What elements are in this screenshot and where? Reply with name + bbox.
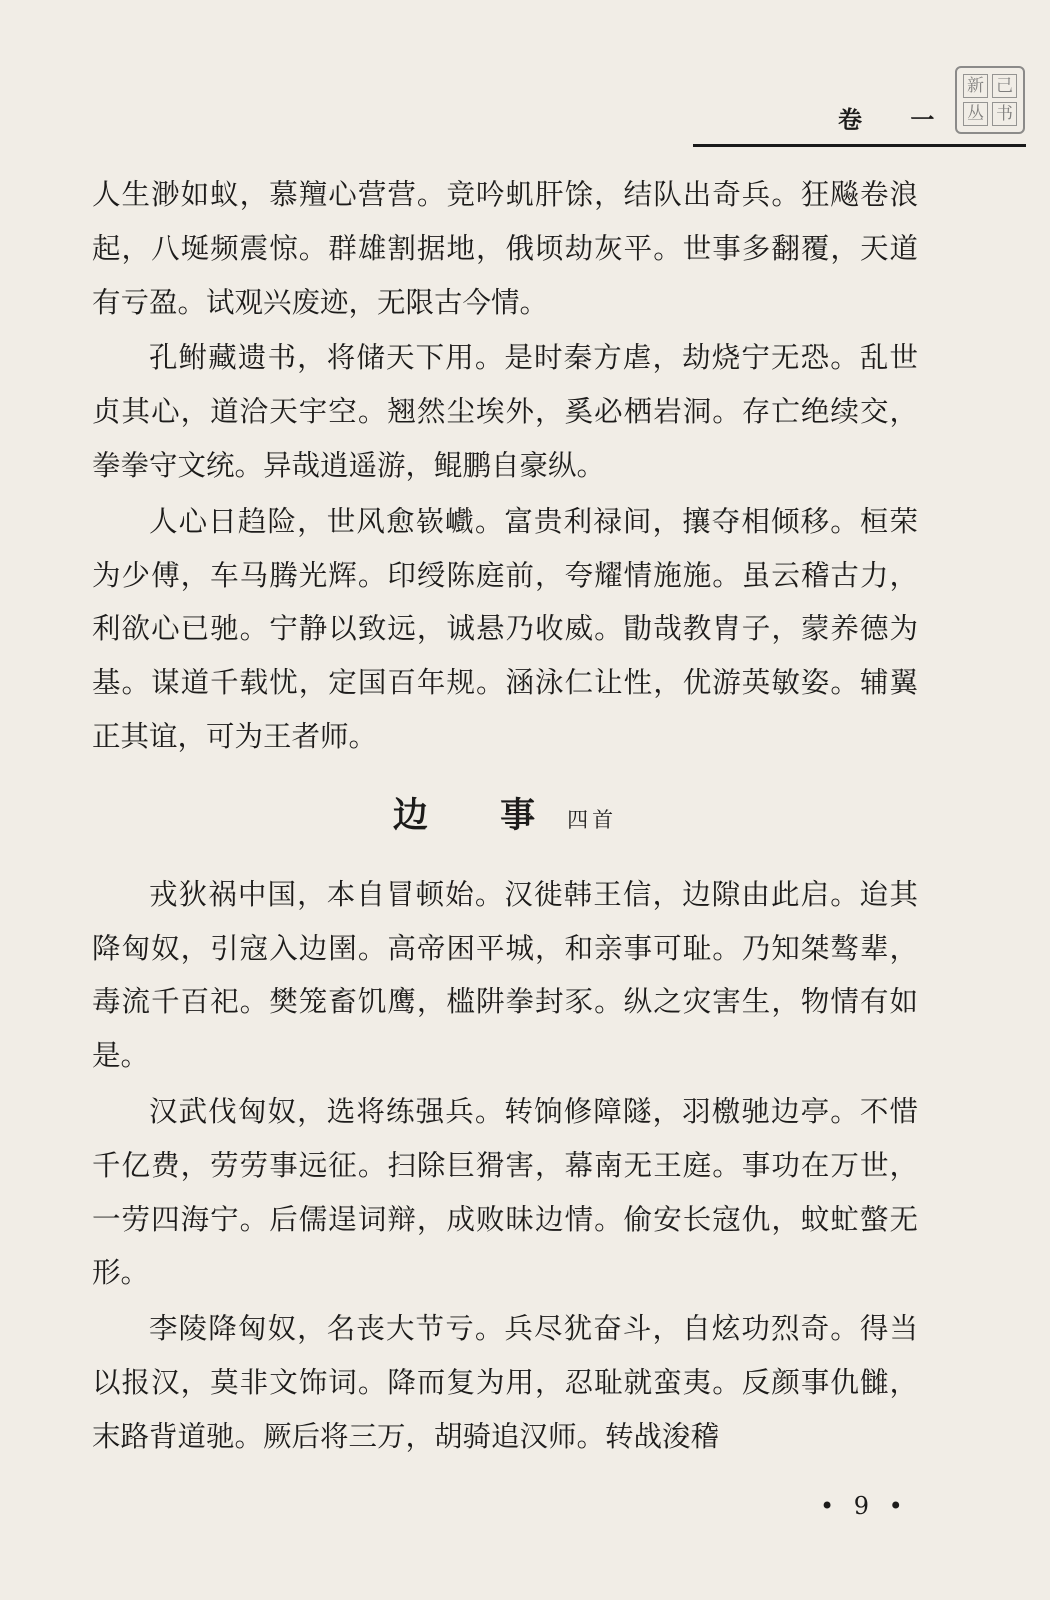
seal-grid [961, 72, 1019, 128]
seal-glyph: 己 [992, 74, 1017, 98]
header-rule [693, 144, 1026, 147]
seal-stamp [955, 66, 1025, 134]
section-subtitle: 四首 [567, 807, 618, 832]
seal-glyph: 书 [992, 102, 1017, 126]
seal-glyph: 丛 [963, 102, 988, 126]
page-body [92, 168, 918, 1464]
section-heading [92, 790, 918, 846]
poem-paragraph: 戎狄祸中国，本自冒顿始。汉徙韩王信，边隙由此启。迨其降匈奴，引寇入边圉。高帝困平城，和亲事可耻。乃知桀骜辈，毒流千百祀。樊笼畜饥鹰，槛阱拳封豕。纵之灾害生，物情有如是。 [92, 877, 918, 1073]
volume-label: 卷 一 [838, 106, 955, 134]
poem-paragraph: 李陵降匈奴，名丧大节亏。兵尽犹奋斗，自炫功烈奇。得当以报汉，莫非文饰词。降而复为用，忍耻就蛮夷。反颜事仇雠，末路背道驰。厥后将三万，胡骑追汉师。转战浚稽 [92, 1312, 918, 1453]
poem-paragraph: 孔鲋藏遗书，将储天下用。是时秦方虐，劫烧宁无恐。乱世贞其心，道洽天宇空。翘然尘埃外，奚必栖岩洞。存亡绝续交，拳拳守文统。异哉逍遥游，鲲鹏自豪纵。 [92, 341, 918, 482]
section-title: 边 事 [392, 795, 566, 836]
poem-paragraph: 人生渺如蚁，慕羶心营营。竞吟虮肝馀，结队出奇兵。狂飚卷浪起，八埏频震惊。群雄割据地，俄顷劫灰平。世事多翻覆，天道有亏盈。试观兴废迹，无限古今情。 [92, 178, 918, 319]
poem-paragraph: 人心日趋险，世风愈嵚巇。富贵利禄间，攘夺相倾移。桓荣为少傅，车马腾光辉。印绶陈庭前，夸耀情施施。虽云稽古力，利欲心已驰。宁静以致远，诚悬乃收威。勖哉教胄子，蒙养德为基。谋道千载忧，定国百年规。涵泳仁让性，优游英敏姿。辅翼正其谊，可为王者师。 [92, 504, 918, 753]
page-number: • 9 • [820, 1492, 909, 1520]
seal-glyph: 新 [963, 74, 988, 98]
poem-paragraph: 汉武伐匈奴，选将练强兵。转饷修障隧，羽檄驰边亭。不惜千亿费，劳劳事远征。扫除巨猾害，幕南无王庭。事功在万世，一劳四海宁。后儒逞词辩，成败昧边情。偷安长寇仇，蚊虻螫无形。 [92, 1094, 918, 1290]
